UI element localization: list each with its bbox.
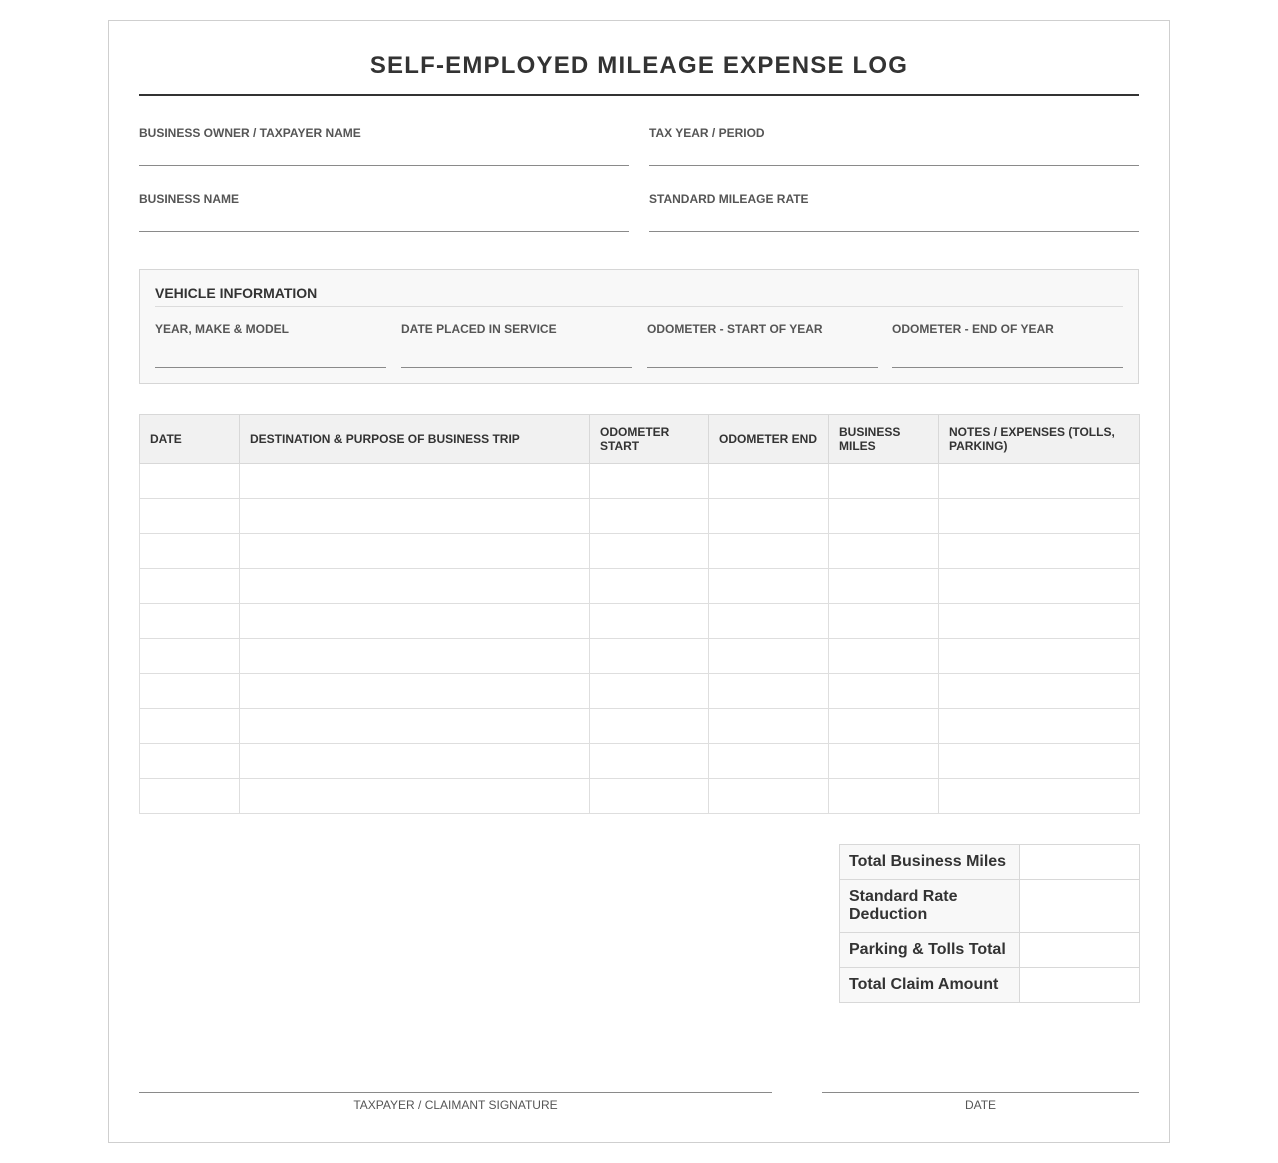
standard-rate-deduction-value[interactable]: [1020, 880, 1140, 933]
vehicle-model-field[interactable]: [155, 322, 386, 336]
service-date-field[interactable]: [401, 322, 632, 336]
odometer-start-year-field[interactable]: [647, 322, 878, 336]
totals-row: [840, 880, 1140, 933]
table-cell-odometer-end[interactable]: [709, 779, 829, 814]
table-row: [140, 534, 1140, 569]
table-cell-date[interactable]: [140, 779, 240, 814]
table-cell-destination[interactable]: [240, 674, 590, 709]
table-cell-notes[interactable]: [939, 674, 1140, 709]
owner-name-label: BUSINESS OWNER / TAXPAYER NAME: [139, 126, 361, 140]
total-claim-amount-value[interactable]: [1020, 968, 1140, 1003]
table-cell-business-miles[interactable]: [829, 744, 939, 779]
standard-rate-deduction-label: Standard Rate Deduction: [840, 880, 1020, 933]
table-cell-business-miles[interactable]: [829, 569, 939, 604]
column-header-destination: DESTINATION & PURPOSE OF BUSINESS TRIP: [240, 415, 590, 464]
table-cell-business-miles[interactable]: [829, 779, 939, 814]
table-cell-odometer-start[interactable]: [590, 639, 709, 674]
table-header-row: [140, 415, 1140, 464]
table-cell-odometer-end[interactable]: [709, 639, 829, 674]
business-name-field[interactable]: [139, 192, 629, 206]
table-cell-destination[interactable]: [240, 639, 590, 674]
table-row: [140, 744, 1140, 779]
table-cell-business-miles[interactable]: [829, 674, 939, 709]
table-cell-odometer-start[interactable]: [590, 569, 709, 604]
vehicle-info-divider: [155, 306, 1123, 307]
date-line[interactable]: [822, 1092, 1139, 1093]
table-cell-odometer-start[interactable]: [590, 464, 709, 499]
business-name-line: [139, 231, 629, 232]
totals-table: [839, 844, 1140, 1003]
table-cell-notes[interactable]: [939, 639, 1140, 674]
table-cell-notes[interactable]: [939, 604, 1140, 639]
odometer-start-year-label: ODOMETER - START OF YEAR: [647, 322, 823, 336]
column-header-odometer-start: ODOMETER START: [590, 415, 709, 464]
total-business-miles-value[interactable]: [1020, 845, 1140, 880]
table-cell-odometer-end[interactable]: [709, 499, 829, 534]
table-cell-business-miles[interactable]: [829, 604, 939, 639]
table-cell-destination[interactable]: [240, 499, 590, 534]
table-cell-date[interactable]: [140, 534, 240, 569]
service-date-label: DATE PLACED IN SERVICE: [401, 322, 557, 336]
table-cell-business-miles[interactable]: [829, 534, 939, 569]
table-cell-destination[interactable]: [240, 604, 590, 639]
expense-log-sheet: [108, 20, 1170, 1143]
table-cell-notes[interactable]: [939, 709, 1140, 744]
mileage-rate-line: [649, 231, 1139, 232]
trip-log-table: [139, 414, 1140, 814]
table-cell-odometer-end[interactable]: [709, 534, 829, 569]
table-cell-notes[interactable]: [939, 464, 1140, 499]
table-row: [140, 464, 1140, 499]
table-row: [140, 639, 1140, 674]
table-cell-business-miles[interactable]: [829, 464, 939, 499]
table-cell-business-miles[interactable]: [829, 709, 939, 744]
table-cell-notes[interactable]: [939, 499, 1140, 534]
table-cell-odometer-end[interactable]: [709, 464, 829, 499]
table-cell-notes[interactable]: [939, 534, 1140, 569]
mileage-rate-field[interactable]: [649, 192, 1139, 206]
odometer-end-year-line: [892, 367, 1123, 368]
totals-row: [840, 968, 1140, 1003]
table-row: [140, 674, 1140, 709]
table-cell-odometer-start[interactable]: [590, 534, 709, 569]
signature-label: TAXPAYER / CLAIMANT SIGNATURE: [353, 1098, 558, 1112]
table-cell-date[interactable]: [140, 604, 240, 639]
table-cell-date[interactable]: [140, 499, 240, 534]
date-label: DATE: [964, 1098, 997, 1112]
signature-line[interactable]: [139, 1092, 772, 1093]
table-cell-destination[interactable]: [240, 569, 590, 604]
business-name-label: BUSINESS NAME: [139, 192, 240, 206]
table-cell-odometer-end[interactable]: [709, 709, 829, 744]
table-row: [140, 709, 1140, 744]
service-date-line: [401, 367, 632, 368]
column-header-business-miles: BUSINESS MILES: [829, 415, 939, 464]
odometer-start-year-line: [647, 367, 878, 368]
table-cell-odometer-end[interactable]: [709, 674, 829, 709]
tax-year-label: TAX YEAR / PERIOD: [649, 126, 765, 140]
page-title: SELF-EMPLOYED MILEAGE EXPENSE LOG: [369, 52, 909, 79]
total-claim-amount-label: Total Claim Amount: [840, 968, 1020, 1003]
table-row: [140, 569, 1140, 604]
table-cell-odometer-end[interactable]: [709, 569, 829, 604]
vehicle-model-label: YEAR, MAKE & MODEL: [155, 322, 290, 336]
table-cell-odometer-start[interactable]: [590, 744, 709, 779]
column-header-odometer-end: ODOMETER END: [709, 415, 829, 464]
table-cell-date[interactable]: [140, 464, 240, 499]
table-cell-destination[interactable]: [240, 709, 590, 744]
parking-tolls-total-label: Parking & Tolls Total: [840, 933, 1020, 968]
table-cell-odometer-end[interactable]: [709, 744, 829, 779]
table-cell-odometer-start[interactable]: [590, 779, 709, 814]
table-cell-odometer-start[interactable]: [590, 674, 709, 709]
table-cell-odometer-end[interactable]: [709, 604, 829, 639]
parking-tolls-total-value[interactable]: [1020, 933, 1140, 968]
table-cell-odometer-start[interactable]: [590, 709, 709, 744]
table-cell-destination[interactable]: [240, 534, 590, 569]
tax-year-line: [649, 165, 1139, 166]
odometer-end-year-field[interactable]: [892, 322, 1123, 336]
table-cell-date[interactable]: [140, 744, 240, 779]
table-cell-date[interactable]: [140, 639, 240, 674]
total-business-miles-label: Total Business Miles: [840, 845, 1020, 880]
table-row: [140, 499, 1140, 534]
title-divider: [139, 94, 1139, 96]
vehicle-model-line: [155, 367, 386, 368]
table-row: [140, 779, 1140, 814]
table-cell-odometer-start[interactable]: [590, 499, 709, 534]
table-cell-destination[interactable]: [240, 464, 590, 499]
tax-year-field[interactable]: [649, 126, 1139, 140]
owner-name-field[interactable]: [139, 126, 629, 140]
totals-row: [840, 845, 1140, 880]
table-row: [140, 604, 1140, 639]
table-cell-date[interactable]: [140, 709, 240, 744]
mileage-rate-label: STANDARD MILEAGE RATE: [649, 192, 809, 206]
table-cell-business-miles[interactable]: [829, 499, 939, 534]
trip-log-body: [140, 464, 1140, 814]
vehicle-info-box: [139, 269, 1139, 384]
odometer-end-year-label: ODOMETER - END OF YEAR: [892, 322, 1054, 336]
table-cell-business-miles[interactable]: [829, 639, 939, 674]
table-cell-notes[interactable]: [939, 569, 1140, 604]
table-cell-destination[interactable]: [240, 744, 590, 779]
table-cell-date[interactable]: [140, 674, 240, 709]
column-header-notes: NOTES / EXPENSES (TOLLS, PARKING): [939, 415, 1140, 464]
table-cell-destination[interactable]: [240, 779, 590, 814]
table-cell-notes[interactable]: [939, 744, 1140, 779]
column-header-date: DATE: [140, 415, 240, 464]
table-cell-notes[interactable]: [939, 779, 1140, 814]
totals-row: [840, 933, 1140, 968]
table-cell-odometer-start[interactable]: [590, 604, 709, 639]
vehicle-info-heading: VEHICLE INFORMATION: [155, 285, 318, 301]
table-cell-date[interactable]: [140, 569, 240, 604]
owner-name-line: [139, 165, 629, 166]
